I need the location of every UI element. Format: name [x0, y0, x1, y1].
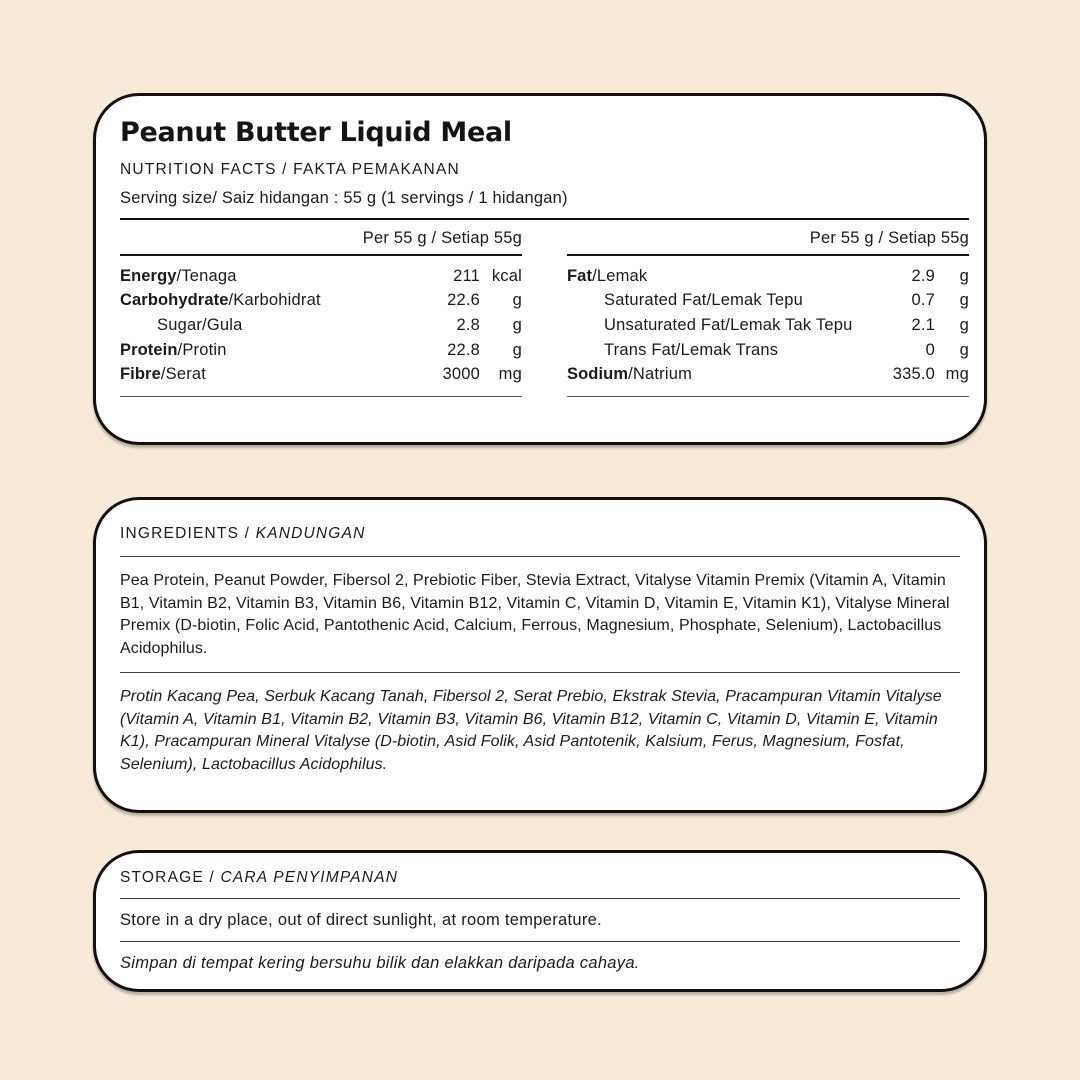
nutrient-name-ms: /Natrium: [628, 365, 693, 384]
nutrient-value: 22.6: [447, 291, 480, 310]
nutrient-name-en: Fat: [567, 266, 593, 285]
nutrient-name-ms: Unsaturated Fat/Lemak Tak Tepu: [604, 315, 853, 334]
nutrient-value: 0: [925, 340, 935, 359]
divider: [120, 898, 960, 899]
nutrient-name-ms: /Lemak: [592, 266, 648, 285]
nutrient-name-en: Protein: [120, 340, 178, 359]
nutrient-unit: mg: [498, 365, 522, 384]
nutrient-name-ms: Saturated Fat/Lemak Tepu: [604, 291, 803, 310]
nutrient-row-fat: [567, 264, 969, 289]
nutrient-unit: g: [959, 315, 969, 334]
nutrient-value: 0.7: [911, 291, 935, 310]
storage-card: [93, 850, 987, 992]
divider: [120, 941, 960, 942]
nutrient-value: 2.8: [456, 315, 480, 334]
divider: [567, 396, 969, 397]
nutrient-row-sodium: [567, 362, 969, 387]
nutrient-value: 2.1: [911, 315, 935, 334]
ingredients-heading-en: INGREDIENTS /: [120, 525, 251, 542]
nutrient-value: 2.9: [911, 266, 935, 285]
nutrient-name-en: Fibre: [120, 365, 161, 384]
ingredients-card: [93, 497, 987, 813]
ingredients-text-english: Pea Protein, Peanut Powder, Fibersol 2, Prebiotic Fiber, Stevia Extract, Vitalyse Vitamin Premix (Vitamin A, Vitamin B1, Vitamin B2, Vitamin B3, Vitamin B6, Vitamin B12, Vitamin C, Vitamin D, Vitamin E, Vitamin K1), Vitalyse Mineral Premix (D-biotin, Folic Acid, Pantothenic Acid, Calcium, Ferrous, Magnesium, Phosphate, Selenium), Lactobacillus Acidophilus.: [120, 572, 950, 657]
nutrient-row-sugar: [120, 313, 522, 338]
nutrient-row-saturated-fat: [567, 289, 969, 314]
nutrient-unit: g: [959, 340, 969, 359]
divider: [120, 672, 960, 673]
nutrition-facts-card: [93, 93, 987, 445]
storage-text-malay: Simpan di tempat kering bersuhu bilik dan elakkan daripada cahaya.: [120, 954, 640, 972]
nutrient-unit: g: [512, 315, 522, 334]
nutrient-rows-right: [567, 256, 969, 396]
ingredients-heading-ms: KANDUNGAN: [255, 525, 366, 542]
nutrient-value: 335.0: [892, 365, 935, 384]
storage-text-english: Store in a dry place, out of direct sunlight, at room temperature.: [120, 911, 603, 929]
nutrient-unit: g: [512, 291, 522, 310]
divider: [120, 396, 522, 397]
nutrient-name-ms: /Protin: [177, 340, 227, 359]
product-title: Peanut Butter Liquid Meal: [120, 117, 512, 148]
nutrition-facts-heading: NUTRITION FACTS / FAKTA PEMAKANAN: [120, 161, 460, 178]
nutrition-column-left: [120, 220, 522, 397]
nutrient-unit: g: [959, 291, 969, 310]
nutrient-unit: mg: [945, 365, 969, 384]
nutrient-row-unsaturated-fat: [567, 313, 969, 338]
serving-size-line: Serving size/ Saiz hidangan : 55 g (1 servings / 1 hidangan): [120, 189, 568, 207]
nutrient-row-carbohydrate: [120, 289, 522, 314]
nutrient-row-energy: [120, 264, 522, 289]
nutrient-value: 211: [453, 266, 480, 285]
nutrient-value: 3000: [442, 365, 480, 384]
nutrient-unit: g: [512, 340, 522, 359]
ingredients-heading: [120, 524, 960, 544]
divider: [120, 556, 960, 557]
column-header-left: Per 55 g / Setiap 55g: [362, 229, 522, 247]
nutrient-name-ms: /Tenaga: [176, 266, 237, 285]
column-header-right: Per 55 g / Setiap 55g: [809, 229, 969, 247]
ingredients-text-malay: Protin Kacang Pea, Serbuk Kacang Tanah, Fibersol 2, Serat Prebio, Ekstrak Stevia, Pracampuran Vitamin Vitalyse (Vitamin A, Vitamin B1, Vitamin B2, Vitamin B3, Vitamin B6, Vitamin B12, Vitamin C, Vitamin D, Vitamin E, Vitamin K1), Pracampuran Mineral Vitalyse (D-biotin, Asid Folik, Asid Pantotenik, Kalsium, Ferus, Magnesium, Fosfat, Selenium), Lactobacillus Acidophilus.: [120, 688, 942, 773]
nutrition-column-right: [567, 220, 969, 397]
nutrition-table: [120, 220, 969, 397]
nutrient-name-ms: /Karbohidrat: [228, 291, 321, 310]
nutrient-row-fibre: [120, 362, 522, 387]
storage-heading: [120, 868, 960, 888]
nutrient-name-ms: Trans Fat/Lemak Trans: [604, 340, 779, 359]
nutrient-unit: g: [959, 266, 969, 285]
nutrient-name-en: Carbohydrate: [120, 291, 229, 310]
nutrient-row-protein: [120, 338, 522, 363]
nutrient-rows-left: [120, 256, 522, 396]
nutrient-row-trans-fat: [567, 338, 969, 363]
storage-heading-ms: CARA PENYIMPANAN: [220, 869, 399, 886]
nutrient-name-en: Energy: [120, 266, 177, 285]
nutrient-unit: kcal: [491, 266, 522, 285]
nutrient-name-ms: Sugar/Gula: [157, 315, 243, 334]
nutrient-value: 22.8: [447, 340, 480, 359]
storage-heading-en: STORAGE /: [120, 869, 215, 886]
nutrient-name-ms: /Serat: [160, 365, 207, 384]
nutrient-name-en: Sodium: [567, 365, 629, 384]
